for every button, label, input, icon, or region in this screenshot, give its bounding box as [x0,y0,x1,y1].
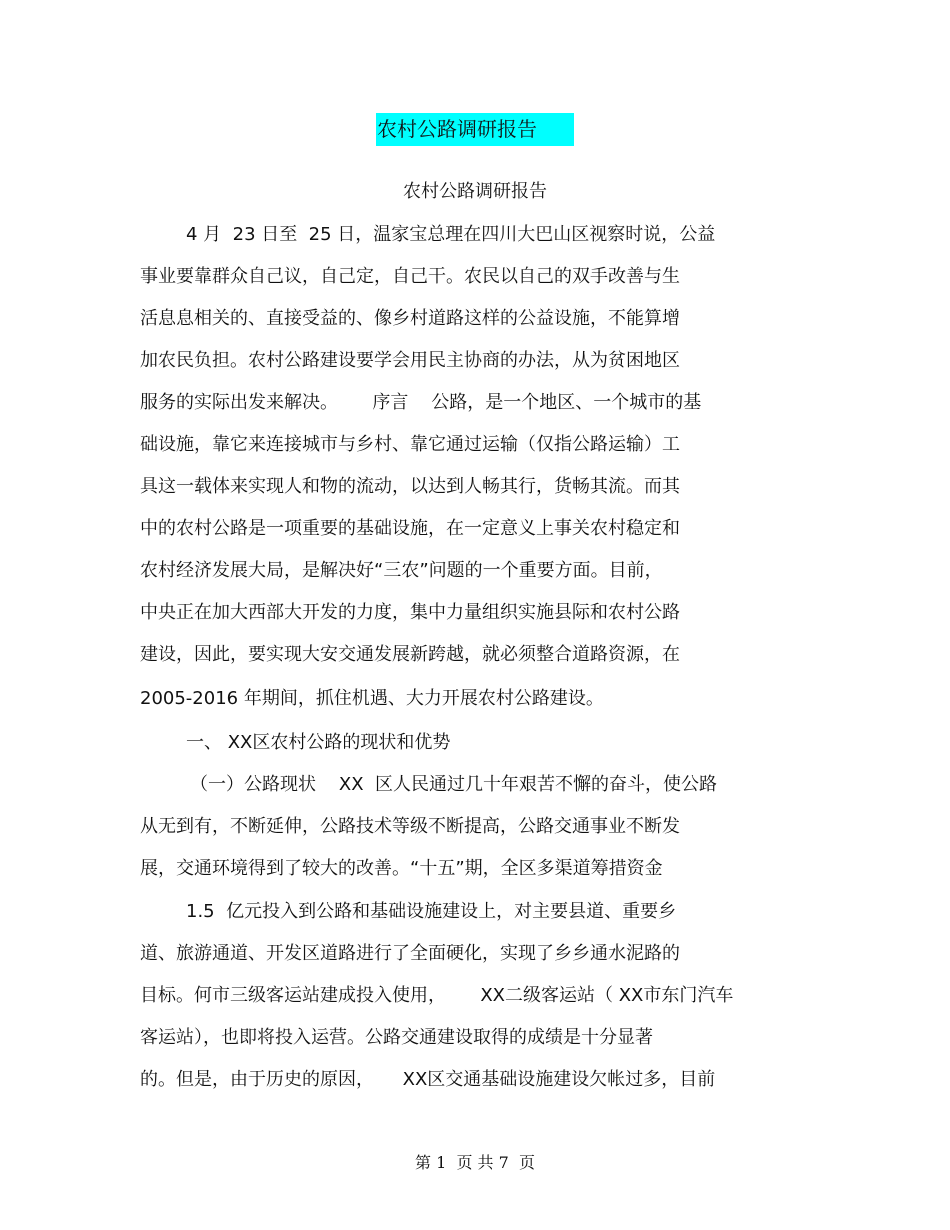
body-line: 中的农村公路是一项重要的基础设施，在一定意义上事关农村稳定和 [140,518,680,539]
body-line: 中央正在加大西部大开发的力度，集中力量组织实施县际和农村公路 [140,602,680,623]
body-line: 的。但是，由于历史的原因， XX区交通基础设施建设欠帐过多，目前 [140,1069,716,1090]
body-line: 农村经济发展大局，是解决好“三农”问题的一个重要方面。目前， [140,560,663,581]
body-line: 2005-2016 年期间，抓住机遇、大力开展农村公路建设。 [140,688,604,709]
document-subtitle: 农村公路调研报告 [403,181,547,202]
body-line: 具这一载体来实现人和物的流动，以达到人畅其行，货畅其流。而其 [140,476,680,497]
body-line: 服务的实际出发来解决。 序言 公路，是一个地区、一个城市的基 [140,392,702,413]
page-footer: 第 1 页 共 7 页 [415,1153,535,1172]
body-line: 活息息相关的、直接受益的、像乡村道路这样的公益设施，不能算增 [140,308,680,329]
body-line: 加农民负担。农村公路建设要学会用民主协商的办法，从为贫困地区 [140,350,680,371]
body-line: 础设施，靠它来连接城市与乡村、靠它通过运输（仅指公路运输）工 [140,434,680,455]
body-line: 事业要靠群众自己议，自己定，自己干。农民以自己的双手改善与生 [140,266,680,287]
body-line: 从无到有，不断延伸，公路技术等级不断提高，公路交通事业不断发 [140,816,680,837]
body-line: 目标。何市三级客运站建成投入使用， XX二级客运站（ XX市东门汽车 [140,985,734,1006]
document-title: 农村公路调研报告 [376,113,574,146]
body-line: 4 月 23 日至 25 日，温家宝总理在四川大巴山区视察时说，公益 [186,224,716,245]
body-line: 道、旅游通道、开发区道路进行了全面硬化，实现了乡乡通水泥路的 [140,943,680,964]
body-line: 1.5 亿元投入到公路和基础设施建设上，对主要县道、重要乡 [186,901,677,922]
body-line: 建设，因此，要实现大安交通发展新跨越，就必须整合道路资源，在 [140,644,680,665]
body-line: 客运站），也即将投入运营。公路交通建设取得的成绩是十分显著 [140,1027,653,1048]
subsection-heading-line: （一）公路现状 XX 区人民通过几十年艰苦不懈的奋斗，使公路 [190,774,717,795]
section-heading: 一、 XX区农村公路的现状和优势 [186,732,451,753]
body-line: 展，交通环境得到了较大的改善。“十五”期，全区多渠道筹措资金 [140,858,663,879]
